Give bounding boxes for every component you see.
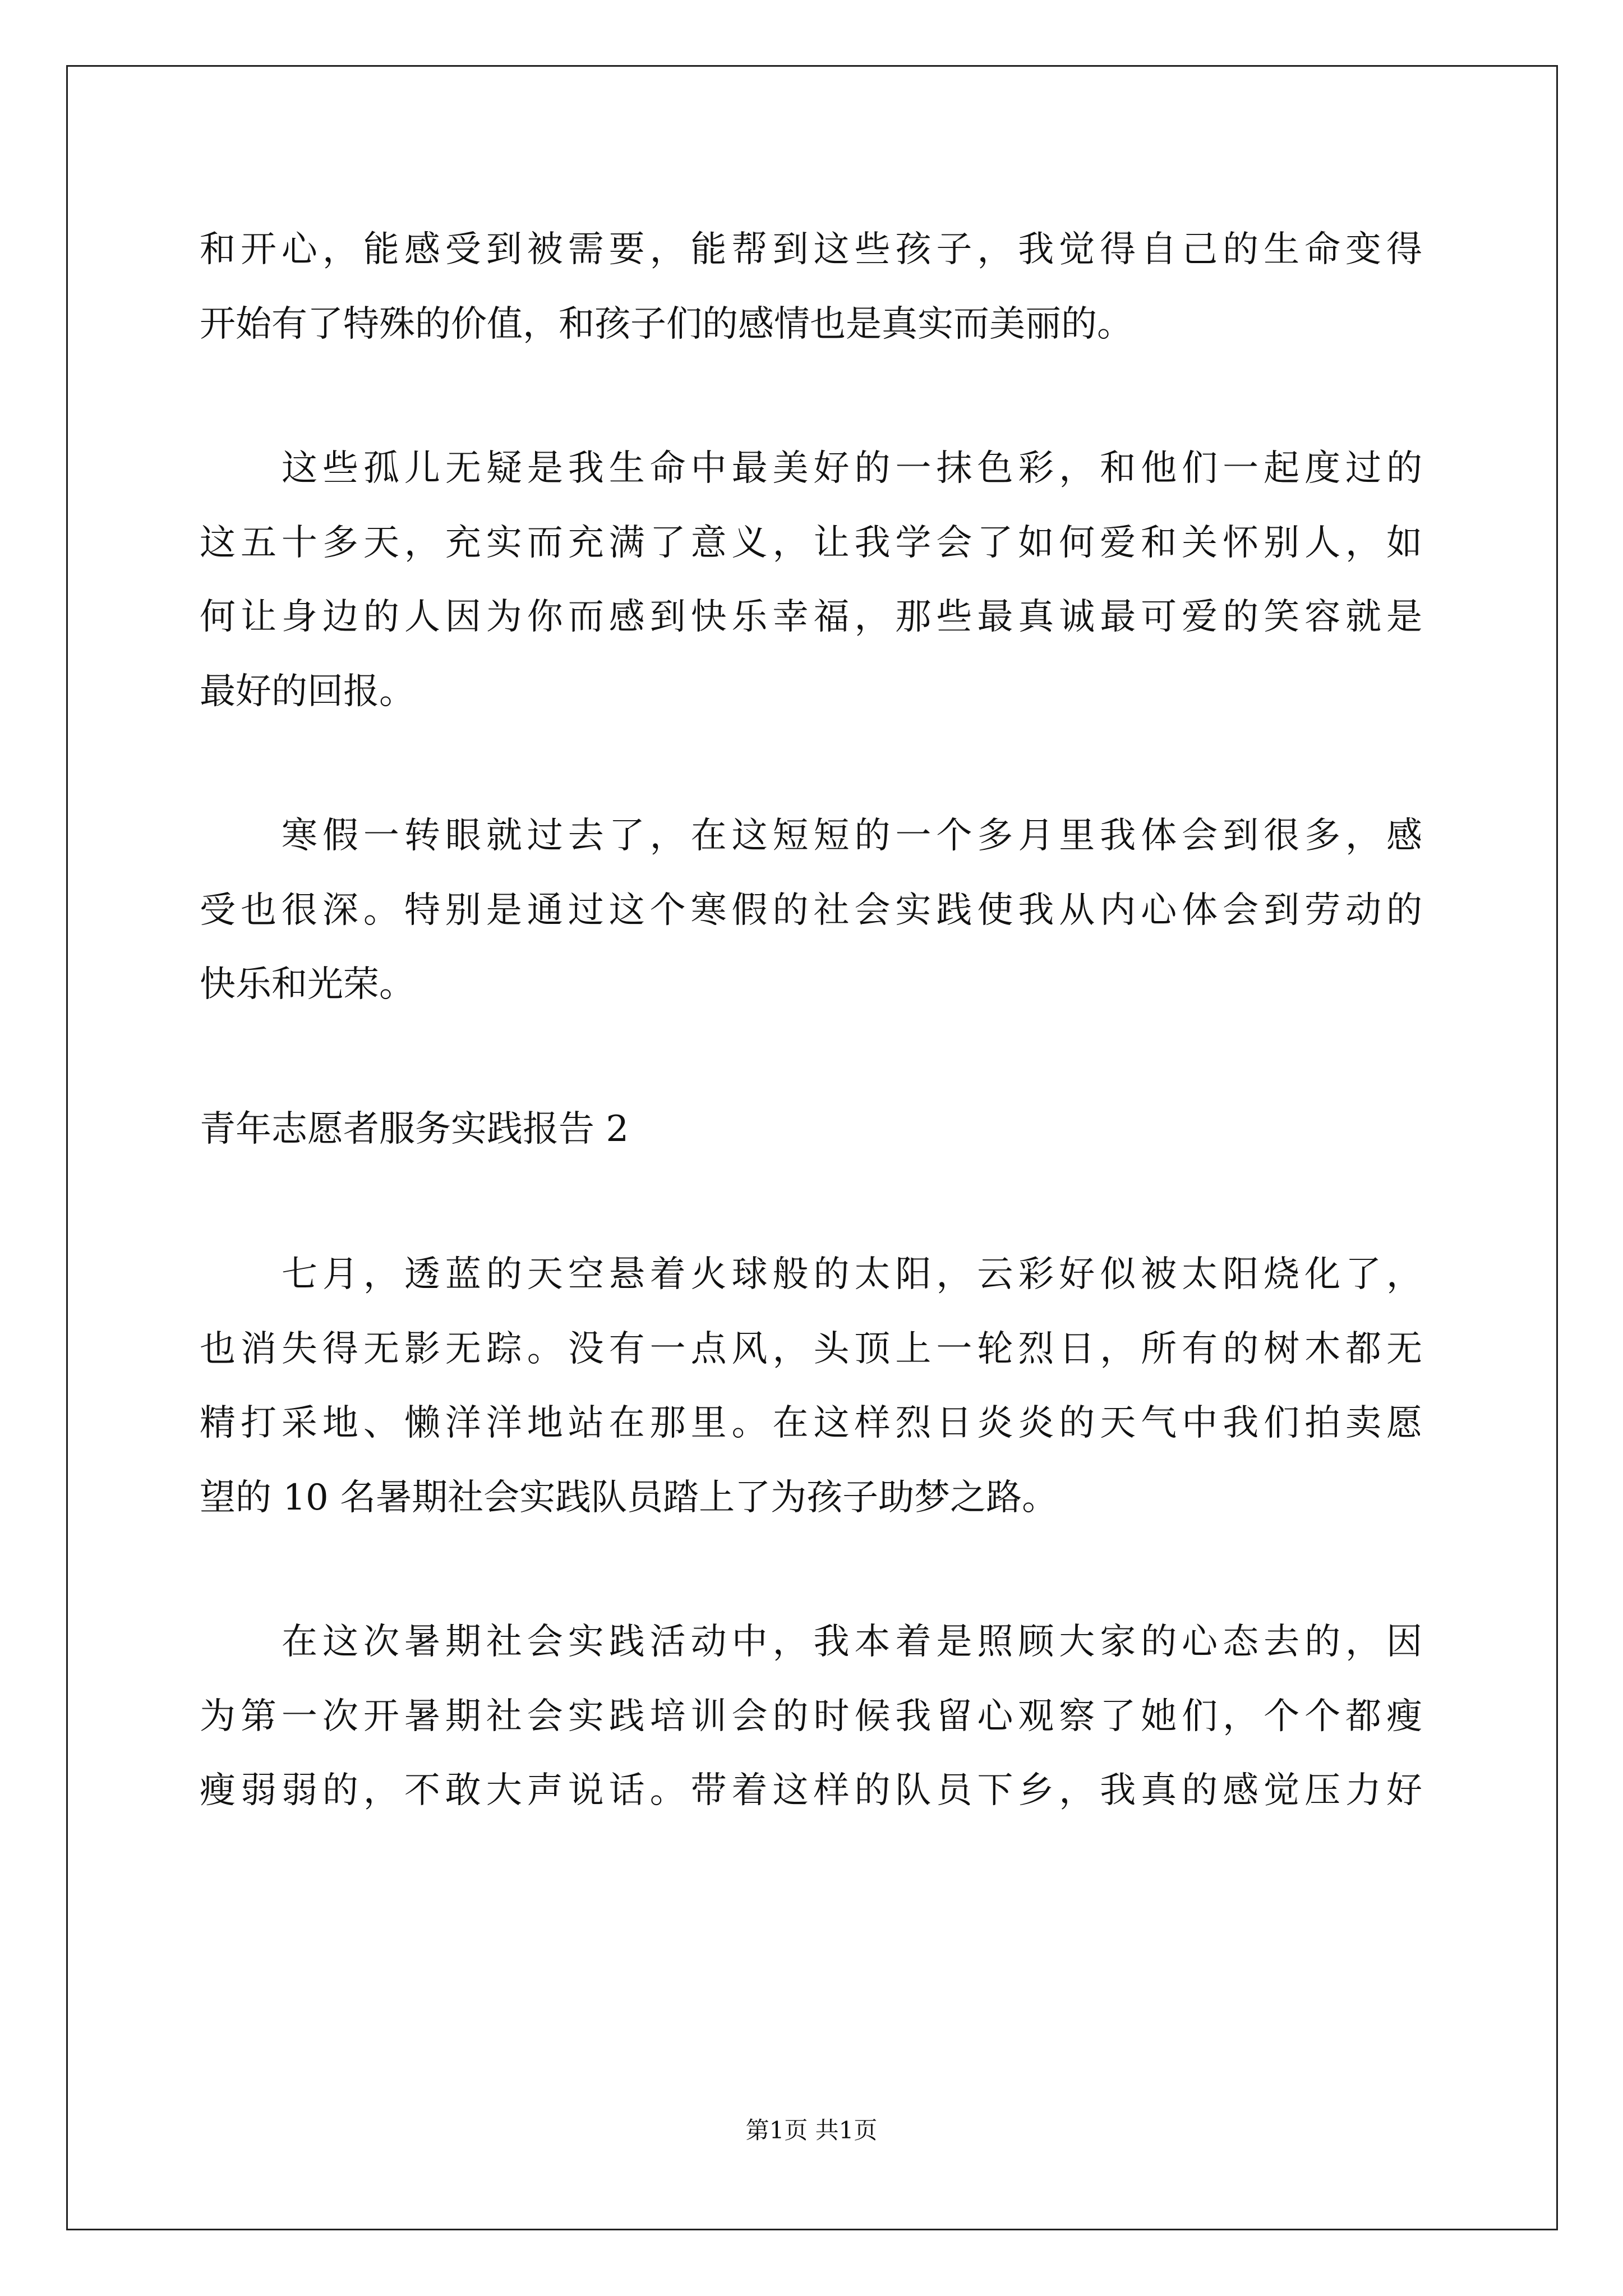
body-text-line: 何让身边的人因为你而感到快乐幸福，那些最真诚最可爱的笑容就是: [200, 596, 1422, 638]
body-text-line: 也消失得无影无踪。没有一点风，头顶上一轮烈日，所有的树木都无: [200, 1328, 1422, 1370]
body-text-line: 和开心，能感受到被需要，能帮到这些孩子，我觉得自己的生命变得: [200, 229, 1422, 270]
body-text-line: 七月，透蓝的天空悬着火球般的太阳，云彩好似被太阳烧化了，: [282, 1254, 1422, 1295]
body-text-line: 在这次暑期社会实践活动中，我本着是照顾大家的心态去的，因: [282, 1621, 1422, 1663]
body-text-line: 精打采地、懒洋洋地站在那里。在这样烈日炎炎的天气中我们拍卖愿: [200, 1402, 1422, 1444]
body-text-line: 为第一次开暑期社会实践培训会的时候我留心观察了她们，个个都瘦: [200, 1696, 1422, 1737]
body-text-line: 望的 10 名暑期社会实践队员踏上了为孩子助梦之路。: [200, 1477, 1058, 1519]
page-number-footer: 第1页 共1页: [745, 2116, 878, 2144]
section-title: 青年志愿者服务实践报告 2: [200, 1108, 629, 1150]
body-text-line: 这五十多天，充实而充满了意义，让我学会了如何爱和关怀别人，如: [200, 522, 1422, 564]
body-text-line: 寒假一转眼就过去了，在这短短的一个多月里我体会到很多，感: [282, 815, 1422, 857]
body-text-line: 最好的回报。: [200, 671, 415, 712]
body-text-line: 快乐和光荣。: [200, 964, 415, 1005]
body-text-line: 这些孤儿无疑是我生命中最美好的一抹色彩，和他们一起度过的: [282, 448, 1422, 489]
body-text-line: 瘦弱弱的，不敢大声说话。带着这样的队员下乡，我真的感觉压力好: [200, 1770, 1422, 1811]
body-text-line: 受也很深。特别是通过这个寒假的社会实践使我从内心体会到劳动的: [200, 890, 1422, 931]
body-text-line: 开始有了特殊的价值，和孩子们的感情也是真实而美丽的。: [200, 303, 1133, 345]
